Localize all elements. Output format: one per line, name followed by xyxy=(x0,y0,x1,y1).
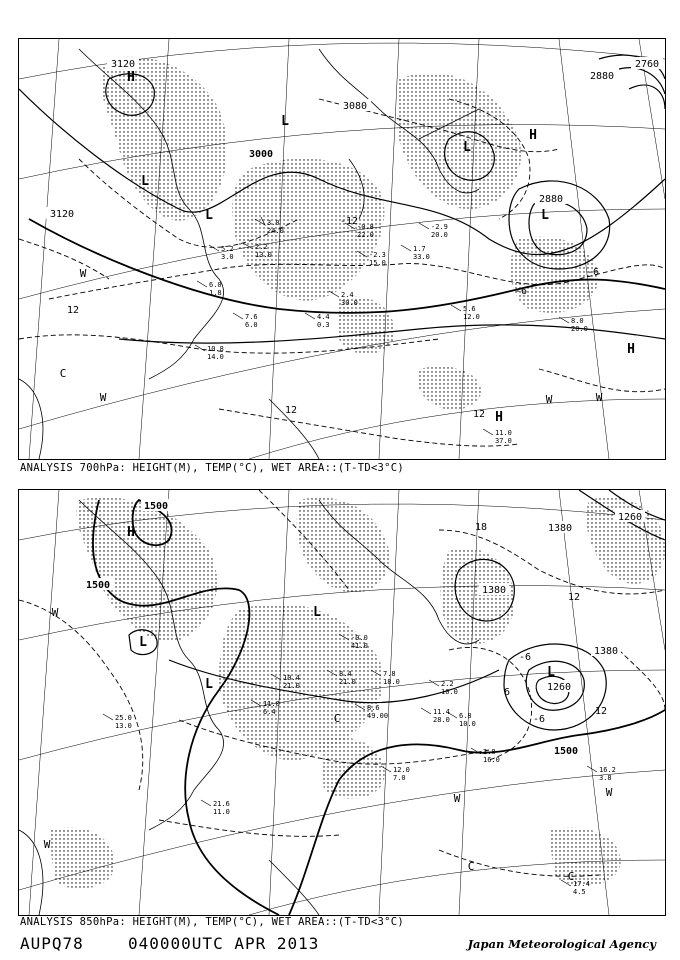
svg-text:-2.920.0: -2.9 20.0 xyxy=(431,223,448,239)
height-label: 2760 xyxy=(634,59,660,70)
caption-700hpa: ANALYSIS 700hPa: HEIGHT(M), TEMP(°C), WET AREA::(T-TD<3°C) xyxy=(20,462,405,474)
station-plot xyxy=(197,281,222,297)
temperature-label: -6 xyxy=(586,267,600,278)
low-west-marker: L xyxy=(141,174,149,189)
temperature-label: -6 xyxy=(518,652,532,663)
temperature-label: 12 xyxy=(284,405,298,416)
station-plot xyxy=(447,712,476,728)
station-plot xyxy=(233,313,258,329)
svg-text:2.430.0: 2.4 30.0 xyxy=(341,291,358,307)
height-label: 1260 xyxy=(617,512,643,523)
warm-east-marker: W xyxy=(605,786,613,799)
warm-west-marker: W xyxy=(79,267,87,280)
svg-text:25.013.0: 25.0 13.0 xyxy=(115,714,132,730)
height-label: 1260 xyxy=(546,682,572,693)
height-label: 1380 xyxy=(593,646,619,657)
warm-south-east-2-marker: W xyxy=(595,391,603,404)
caption-850hpa: ANALYSIS 850hPa: HEIGHT(M), TEMP(°C), WET AREA::(T-TD<3°C) xyxy=(20,916,405,928)
svg-text:12.07.0: 12.0 7.0 xyxy=(393,766,410,782)
svg-text:6.810.0: 6.8 10.0 xyxy=(459,712,476,728)
chart-code: AUPQ78 xyxy=(20,934,84,953)
svg-text:5.23.0: 5.2 3.0 xyxy=(221,245,234,261)
temperature-label: -6 xyxy=(532,714,546,725)
station-plot xyxy=(195,345,224,361)
height-label: 3120 xyxy=(110,59,136,70)
map-700hpa-canvas xyxy=(19,39,665,459)
warm-south-marker: W xyxy=(453,792,461,805)
low-west-marker: L xyxy=(139,635,147,650)
low-central-marker: L xyxy=(205,677,213,692)
station-plot xyxy=(305,313,330,329)
svg-text:7.818.0: 7.8 18.0 xyxy=(383,670,400,686)
svg-text:2.816.0: 2.8 16.0 xyxy=(483,748,500,764)
cold-south-2-marker: C xyxy=(567,870,575,883)
svg-text:11.037.0: 11.0 37.0 xyxy=(495,429,512,445)
svg-text:16.23.8: 16.2 3.8 xyxy=(599,766,616,782)
station-plot xyxy=(483,429,512,445)
agency-credit: Japan Meteorological Agency xyxy=(467,937,656,951)
cold-central-marker: C xyxy=(333,712,341,725)
high-south-marker: H xyxy=(495,410,503,425)
svg-text:8.649.00: 8.6 49.00 xyxy=(367,704,389,720)
low-east-marker: L xyxy=(547,665,555,680)
temperature-label: 6 xyxy=(503,687,511,698)
height-label: 3120 xyxy=(49,209,75,220)
height-label: 1380 xyxy=(547,523,573,534)
svg-text:6.01.8: 6.0 1.8 xyxy=(209,281,222,297)
station-plot xyxy=(429,680,458,696)
svg-text:-2.315.0: -2.3 15.0 xyxy=(369,251,386,267)
svg-text:-0.041.0: -0.0 41.0 xyxy=(351,634,368,650)
low-north-marker: L xyxy=(313,605,321,620)
height-label: 2880 xyxy=(538,194,564,205)
temperature-label: -12 xyxy=(339,216,359,227)
station-plot xyxy=(587,766,616,782)
height-label: 1500 xyxy=(85,580,111,591)
wet-areas xyxy=(49,497,665,888)
svg-text:5.612.0: 5.6 12.0 xyxy=(463,305,480,321)
height-label: 3000 xyxy=(248,149,274,160)
warm-west-1-marker: W xyxy=(51,606,59,619)
temperature-label: -6 xyxy=(514,286,528,297)
height-label: 3080 xyxy=(342,101,368,112)
svg-text:7.66.0: 7.6 6.0 xyxy=(245,313,258,329)
low-east-marker: L xyxy=(463,140,471,155)
low-central-marker: L xyxy=(205,208,213,223)
temperature-label: 12 xyxy=(594,706,608,717)
low-north-marker: L xyxy=(281,114,289,129)
station-plot xyxy=(103,714,132,730)
svg-text:1.733.0: 1.7 33.0 xyxy=(413,245,430,261)
high-north-west-marker: H xyxy=(127,70,135,85)
svg-text:2.213.0: 2.2 13.0 xyxy=(255,243,272,259)
station-plot xyxy=(209,245,234,261)
low-south-east-marker: L xyxy=(541,208,549,223)
svg-text:21.611.0: 21.6 11.0 xyxy=(213,800,230,816)
svg-text:11.06.4: 11.0 6.4 xyxy=(263,700,280,716)
cold-south-west-marker: C xyxy=(59,367,67,380)
height-label: 1500 xyxy=(553,746,579,757)
svg-text:17.44.5: 17.4 4.5 xyxy=(573,880,590,896)
valid-time: 040000UTC APR 2013 xyxy=(128,934,320,953)
station-plot xyxy=(561,880,590,896)
temperature-label: 18 xyxy=(474,522,488,533)
high-far-east-marker: H xyxy=(627,342,635,357)
temperature-label: 12 xyxy=(472,409,486,420)
svg-text:4.40.3: 4.4 0.3 xyxy=(317,313,330,329)
svg-text:8.421.0: 8.4 21.0 xyxy=(339,670,356,686)
warm-west-2-marker: W xyxy=(43,838,51,851)
station-plot xyxy=(401,245,430,261)
svg-text:8.020.0: 8.0 20.0 xyxy=(571,317,588,333)
station-plot xyxy=(451,305,480,321)
station-plot xyxy=(329,291,358,307)
high-east-marker: H xyxy=(529,128,537,143)
temperature-label: 12 xyxy=(567,592,581,603)
svg-text:10.814.0: 10.8 14.0 xyxy=(207,345,224,361)
station-plot xyxy=(421,708,450,724)
height-label: 2880 xyxy=(589,71,615,82)
warm-south-east-1-marker: W xyxy=(545,393,553,406)
map-850hpa-canvas xyxy=(19,490,665,915)
station-plot xyxy=(419,223,448,239)
map-panel-700hpa xyxy=(18,38,666,460)
svg-text:2.210.0: 2.2 10.0 xyxy=(441,680,458,696)
svg-text:-0.822.0: -0.8 22.0 xyxy=(357,223,374,239)
high-north-west-marker: H xyxy=(127,525,135,540)
svg-text:3.024.0: 3.0 24.0 xyxy=(267,219,284,235)
cold-south-1-marker: C xyxy=(467,860,475,873)
height-label: 1500 xyxy=(143,501,169,512)
svg-text:11.428.0: 11.4 28.0 xyxy=(433,708,450,724)
station-plot xyxy=(201,800,230,816)
station-plot xyxy=(559,317,588,333)
map-panel-850hpa xyxy=(18,489,666,916)
station-plot xyxy=(471,748,500,764)
height-label: 1380 xyxy=(481,585,507,596)
warm-south-marker: W xyxy=(99,391,107,404)
svg-text:10.421.0: 10.4 21.0 xyxy=(283,674,300,690)
temperature-label: 12 xyxy=(66,305,80,316)
